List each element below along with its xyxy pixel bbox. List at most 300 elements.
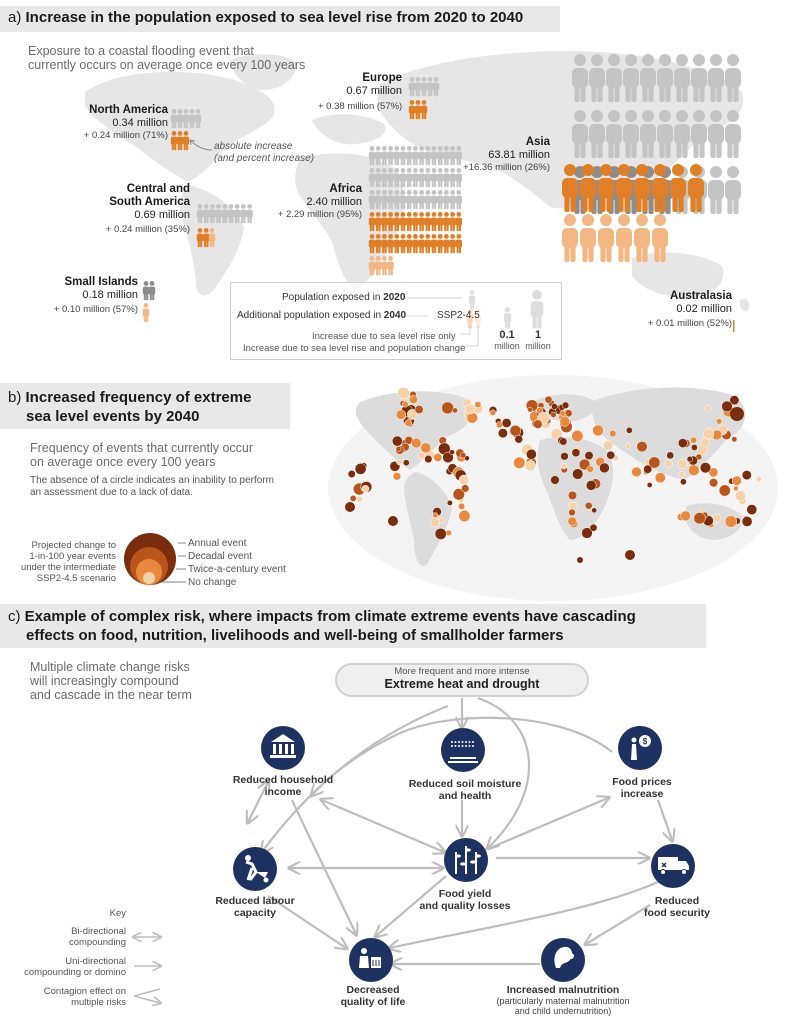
plant-leaf xyxy=(455,854,461,857)
person-leg xyxy=(422,112,424,119)
person-body xyxy=(415,106,421,114)
person-leg xyxy=(378,246,380,253)
person-leg xyxy=(391,268,393,275)
person-body xyxy=(674,124,690,144)
region-value: 2.40 million xyxy=(306,196,362,208)
node-label-line: and quality losses xyxy=(419,900,511,912)
region-europe xyxy=(318,72,402,113)
person-icon xyxy=(412,212,418,231)
person-body xyxy=(598,178,614,198)
person-body xyxy=(421,83,427,91)
person-leg xyxy=(198,216,200,223)
node-soil-icon xyxy=(441,728,485,772)
person-head xyxy=(693,110,705,122)
event-dot xyxy=(691,437,697,443)
person-body xyxy=(400,196,406,204)
person-leg xyxy=(403,224,405,231)
region-increase: +16.36 million (26%) xyxy=(463,162,550,173)
event-dot xyxy=(700,462,711,473)
event-dot xyxy=(585,502,592,509)
node-quality-label xyxy=(318,984,428,1008)
person-leg xyxy=(150,293,152,300)
bank-column xyxy=(285,744,288,754)
person-leg xyxy=(422,180,424,187)
region-central-south-america xyxy=(84,183,190,236)
bank-base xyxy=(270,755,296,758)
truck-wheel xyxy=(661,870,666,875)
person-icon xyxy=(149,281,155,300)
event-dot xyxy=(649,457,660,468)
event-dot xyxy=(514,457,526,469)
person-icon xyxy=(394,146,400,165)
caption-line: 1-in-100 year events xyxy=(29,551,116,562)
person-head xyxy=(229,204,234,209)
person-body xyxy=(240,210,246,218)
truck-box xyxy=(658,857,678,870)
person-leg xyxy=(699,140,704,158)
person-body xyxy=(387,218,393,226)
person-leg xyxy=(397,246,399,253)
person-leg xyxy=(606,244,611,262)
person-leg xyxy=(453,224,455,231)
person-body xyxy=(725,124,741,144)
region-small-islands xyxy=(40,276,138,316)
person-head xyxy=(582,214,594,226)
person-head xyxy=(438,212,443,217)
person-leg xyxy=(382,202,384,209)
person-leg xyxy=(676,84,681,102)
person-head xyxy=(394,146,399,151)
person-leg xyxy=(401,224,403,231)
person-leg xyxy=(564,244,569,262)
person-leg xyxy=(654,194,659,212)
person-head xyxy=(564,214,576,226)
person-leg xyxy=(144,293,146,300)
person-leg xyxy=(385,224,387,231)
section-b-subtitle xyxy=(30,441,253,469)
person-icon xyxy=(437,212,443,231)
legend-slr-only: Increase due to sea level rise only xyxy=(312,331,456,342)
person-leg xyxy=(665,140,670,158)
person-leg xyxy=(213,216,215,223)
person-icon xyxy=(449,212,455,231)
person-leg xyxy=(223,216,225,223)
person-icon xyxy=(616,214,632,262)
person-body xyxy=(394,240,400,248)
soil-dot xyxy=(465,745,467,747)
person-leg xyxy=(370,158,372,165)
event-dot xyxy=(348,470,355,477)
soil-dot xyxy=(455,741,457,743)
person-leg xyxy=(690,194,695,212)
scale-small-unit: million xyxy=(494,341,520,351)
person-leg xyxy=(391,246,393,253)
event-dot xyxy=(350,495,356,501)
person-leg xyxy=(608,84,613,102)
event-dot xyxy=(713,514,721,522)
person-icon xyxy=(425,146,431,165)
person-body xyxy=(177,137,183,145)
event-dot xyxy=(572,430,583,441)
event-dot xyxy=(460,452,466,458)
person-body xyxy=(381,152,387,160)
person-head xyxy=(642,110,654,122)
person-head xyxy=(388,146,393,151)
person-leg xyxy=(440,246,442,253)
person-leg xyxy=(250,216,252,223)
event-dot xyxy=(694,512,706,524)
person-leg xyxy=(438,202,440,209)
person-leg xyxy=(710,84,715,102)
person-leg xyxy=(385,180,387,187)
region-name: Asia xyxy=(525,136,550,148)
person-body xyxy=(456,196,462,204)
event-dot xyxy=(626,427,632,433)
person-leg xyxy=(564,194,569,212)
node-label-line: Reduced soil moisture xyxy=(408,778,522,790)
person-leg xyxy=(397,202,399,209)
person-icon xyxy=(418,190,424,209)
person-head xyxy=(710,110,722,122)
event-dot xyxy=(551,404,557,410)
person-leg xyxy=(459,202,461,209)
person-body xyxy=(606,124,622,144)
region-increase: + 2.29 million (95%) xyxy=(277,209,362,220)
region-increase: + 0.24 million (71%) xyxy=(83,130,168,141)
node-label-line: and health xyxy=(438,790,492,802)
person-leg xyxy=(457,224,459,231)
person-leg xyxy=(247,216,249,223)
event-dot xyxy=(418,453,425,460)
person-body xyxy=(394,152,400,160)
person-leg xyxy=(438,180,440,187)
event-dot xyxy=(475,401,481,407)
event-dot xyxy=(459,510,470,521)
person-leg xyxy=(642,84,647,102)
person-icon xyxy=(406,234,412,253)
person-head xyxy=(444,234,449,239)
person-leg xyxy=(428,180,430,187)
event-dot xyxy=(587,466,594,473)
person-head xyxy=(370,256,375,261)
bank-column xyxy=(273,744,276,754)
legend-circle-no-change xyxy=(143,572,155,584)
person-leg xyxy=(672,194,677,212)
person-head xyxy=(654,214,666,226)
person-body xyxy=(691,68,707,88)
person-leg xyxy=(395,202,397,209)
person-body xyxy=(195,115,201,123)
legend-slr-pop: Increase due to sea level rise and population change xyxy=(243,343,466,354)
person-leg xyxy=(580,140,585,158)
person-icon xyxy=(400,212,406,231)
plant-leaf xyxy=(465,848,471,851)
person-head xyxy=(618,214,630,226)
person-leg xyxy=(416,224,418,231)
annotation-line2: (and percent increase) xyxy=(214,153,315,164)
person-leg xyxy=(654,244,659,262)
person-leg xyxy=(608,140,613,158)
event-dot xyxy=(725,516,737,528)
person-icon xyxy=(691,110,707,158)
person-leg xyxy=(716,84,721,102)
person-leg xyxy=(237,216,239,223)
person-leg xyxy=(376,202,378,209)
person-head xyxy=(693,54,705,66)
person-body xyxy=(725,180,741,200)
event-dot xyxy=(345,502,355,512)
person-leg xyxy=(428,202,430,209)
person-body xyxy=(406,174,412,182)
person-body xyxy=(394,174,400,182)
person-icon xyxy=(562,214,578,262)
person-body xyxy=(183,115,189,123)
person-leg xyxy=(648,196,653,214)
region-increase: + 0.24 million (35%) xyxy=(105,224,190,235)
person-body xyxy=(381,262,387,270)
person-body xyxy=(456,218,462,226)
person-head xyxy=(388,256,393,261)
bank-column xyxy=(291,744,294,754)
person-leg xyxy=(580,84,585,102)
person-head xyxy=(382,168,387,173)
person-leg xyxy=(372,224,374,231)
person-head xyxy=(144,281,149,286)
person-leg xyxy=(241,216,243,223)
person-body xyxy=(640,124,656,144)
person-body xyxy=(406,218,412,226)
person-head xyxy=(428,77,433,82)
person-head xyxy=(388,212,393,217)
person-leg xyxy=(172,121,174,128)
person-body xyxy=(631,744,637,760)
person-body xyxy=(387,240,393,248)
section-c-subtitle-line3: and cascade in the near term xyxy=(30,688,192,702)
event-dot xyxy=(742,516,752,526)
person-leg xyxy=(198,240,200,247)
caption-line: under the intermediate xyxy=(20,562,116,573)
person-leg xyxy=(424,89,426,96)
person-head xyxy=(564,164,576,176)
person-leg xyxy=(206,216,208,223)
person-body xyxy=(688,178,704,198)
person-leg xyxy=(382,224,384,231)
event-dot xyxy=(496,422,502,428)
event-dot xyxy=(458,503,464,509)
person-icon xyxy=(437,168,443,187)
person-body xyxy=(425,240,431,248)
person-leg xyxy=(457,246,459,253)
person-body xyxy=(572,68,588,88)
event-dot xyxy=(607,451,615,459)
legend-scale-small xyxy=(492,329,522,351)
person-leg xyxy=(397,224,399,231)
driver-text xyxy=(370,666,554,691)
person-leg xyxy=(198,121,200,128)
person-head xyxy=(410,77,415,82)
person-icon xyxy=(598,214,614,262)
person-leg xyxy=(407,158,409,165)
person-leg xyxy=(229,216,231,223)
person-head xyxy=(582,164,594,176)
person-body xyxy=(197,210,203,218)
soil-dot xyxy=(462,741,464,743)
person-icon xyxy=(725,110,741,158)
person-head xyxy=(210,228,215,233)
person-head xyxy=(376,212,381,217)
event-dot xyxy=(510,425,521,436)
person-leg xyxy=(413,246,415,253)
node-label-line: Reduced household xyxy=(232,774,334,786)
section-c-title-line2: effects on food, nutrition, livelihoods and well-being of smallholder farmers xyxy=(26,627,564,644)
event-dot xyxy=(733,486,738,491)
key-line: compounding xyxy=(68,937,126,948)
node-label-line: capacity xyxy=(233,907,277,919)
event-dot xyxy=(446,530,452,536)
person-icon xyxy=(449,234,455,253)
person-head xyxy=(425,168,430,173)
person-icon xyxy=(240,204,246,223)
person-leg xyxy=(450,224,452,231)
person-leg xyxy=(397,180,399,187)
person-head xyxy=(370,146,375,151)
person-head xyxy=(419,190,424,195)
person-icon xyxy=(400,234,406,253)
event-dot xyxy=(678,439,687,448)
person-body xyxy=(431,218,437,226)
person-head xyxy=(608,110,620,122)
legend-pop-2020 xyxy=(282,292,405,304)
person-body xyxy=(443,218,449,226)
person-leg xyxy=(453,202,455,209)
person-body xyxy=(443,174,449,182)
person-leg xyxy=(370,202,372,209)
legend-pop-2040-text: Additional population exposed in xyxy=(237,310,384,321)
person-head xyxy=(600,214,612,226)
person-head xyxy=(413,168,418,173)
person-icon xyxy=(443,190,449,209)
person-leg xyxy=(178,121,180,128)
person-head xyxy=(222,204,227,209)
person-icon xyxy=(431,146,437,165)
person-leg xyxy=(693,84,698,102)
person-leg xyxy=(372,158,374,165)
person-leg xyxy=(416,246,418,253)
region-increase: + 0.01 million (52%) xyxy=(647,318,732,329)
event-dot xyxy=(568,491,577,500)
person-leg xyxy=(418,89,420,96)
person-head xyxy=(456,190,461,195)
person-icon xyxy=(412,168,418,187)
event-dot xyxy=(405,420,412,427)
person-body xyxy=(443,240,449,248)
event-dot xyxy=(569,509,576,516)
person-body xyxy=(412,240,418,248)
person-leg xyxy=(382,268,384,275)
person-leg xyxy=(426,246,428,253)
section-b-title xyxy=(8,388,251,426)
person-leg xyxy=(200,216,202,223)
person-body xyxy=(381,174,387,182)
person-body xyxy=(437,218,443,226)
scale-large-unit: million xyxy=(525,341,551,351)
person-leg xyxy=(618,194,623,212)
person-head xyxy=(419,234,424,239)
person-icon xyxy=(412,146,418,165)
person-icon xyxy=(449,190,455,209)
event-dot xyxy=(398,387,410,399)
event-dot xyxy=(396,446,401,451)
person-body xyxy=(421,106,427,114)
person-body xyxy=(143,287,149,295)
person-leg xyxy=(447,180,449,187)
plant-leaf xyxy=(475,854,481,857)
person-icon xyxy=(425,212,431,231)
person-head xyxy=(370,212,375,217)
person-icon xyxy=(634,164,650,212)
person-leg xyxy=(370,268,372,275)
event-dot xyxy=(709,478,718,487)
person-leg xyxy=(432,224,434,231)
person-head xyxy=(432,212,437,217)
event-dot xyxy=(452,408,457,413)
event-dot xyxy=(396,459,402,465)
person-icon xyxy=(418,146,424,165)
key-title: Key xyxy=(109,908,126,919)
section-c-title-line1: Example of complex risk, where impacts from climate extreme events have cascading xyxy=(24,608,636,625)
person-leg xyxy=(413,202,415,209)
person-body xyxy=(691,124,707,144)
person-body xyxy=(589,124,605,144)
person-head xyxy=(444,190,449,195)
person-leg xyxy=(409,224,411,231)
person-leg xyxy=(413,224,415,231)
person-leg xyxy=(378,202,380,209)
person-icon xyxy=(387,234,393,253)
person-leg xyxy=(409,202,411,209)
person-icon xyxy=(400,146,406,165)
person-leg xyxy=(401,246,403,253)
person-leg xyxy=(231,216,233,223)
node-labour-icon xyxy=(233,847,277,891)
node-soil-label xyxy=(395,778,535,802)
event-dot xyxy=(679,472,685,478)
person-body xyxy=(375,174,381,182)
node-prices-icon-circle xyxy=(618,726,662,770)
person-body xyxy=(183,137,189,145)
person-head xyxy=(434,77,439,82)
event-dot xyxy=(593,425,604,436)
person-body xyxy=(437,152,443,160)
region-name: Small Islands xyxy=(64,276,138,288)
node-soil-icon-circle xyxy=(441,728,485,772)
person-leg xyxy=(716,196,721,214)
person-leg xyxy=(172,143,174,150)
event-dot xyxy=(551,412,557,418)
person-head xyxy=(425,234,430,239)
person-head xyxy=(382,146,387,151)
key-uni xyxy=(10,956,126,978)
person-leg xyxy=(459,180,461,187)
person-leg xyxy=(416,180,418,187)
person-head xyxy=(636,164,648,176)
person-body xyxy=(400,174,406,182)
person-leg xyxy=(678,194,683,212)
node-income-icon-circle xyxy=(261,726,305,770)
person-leg xyxy=(219,216,221,223)
event-dot xyxy=(355,463,366,474)
person-head xyxy=(382,234,387,239)
